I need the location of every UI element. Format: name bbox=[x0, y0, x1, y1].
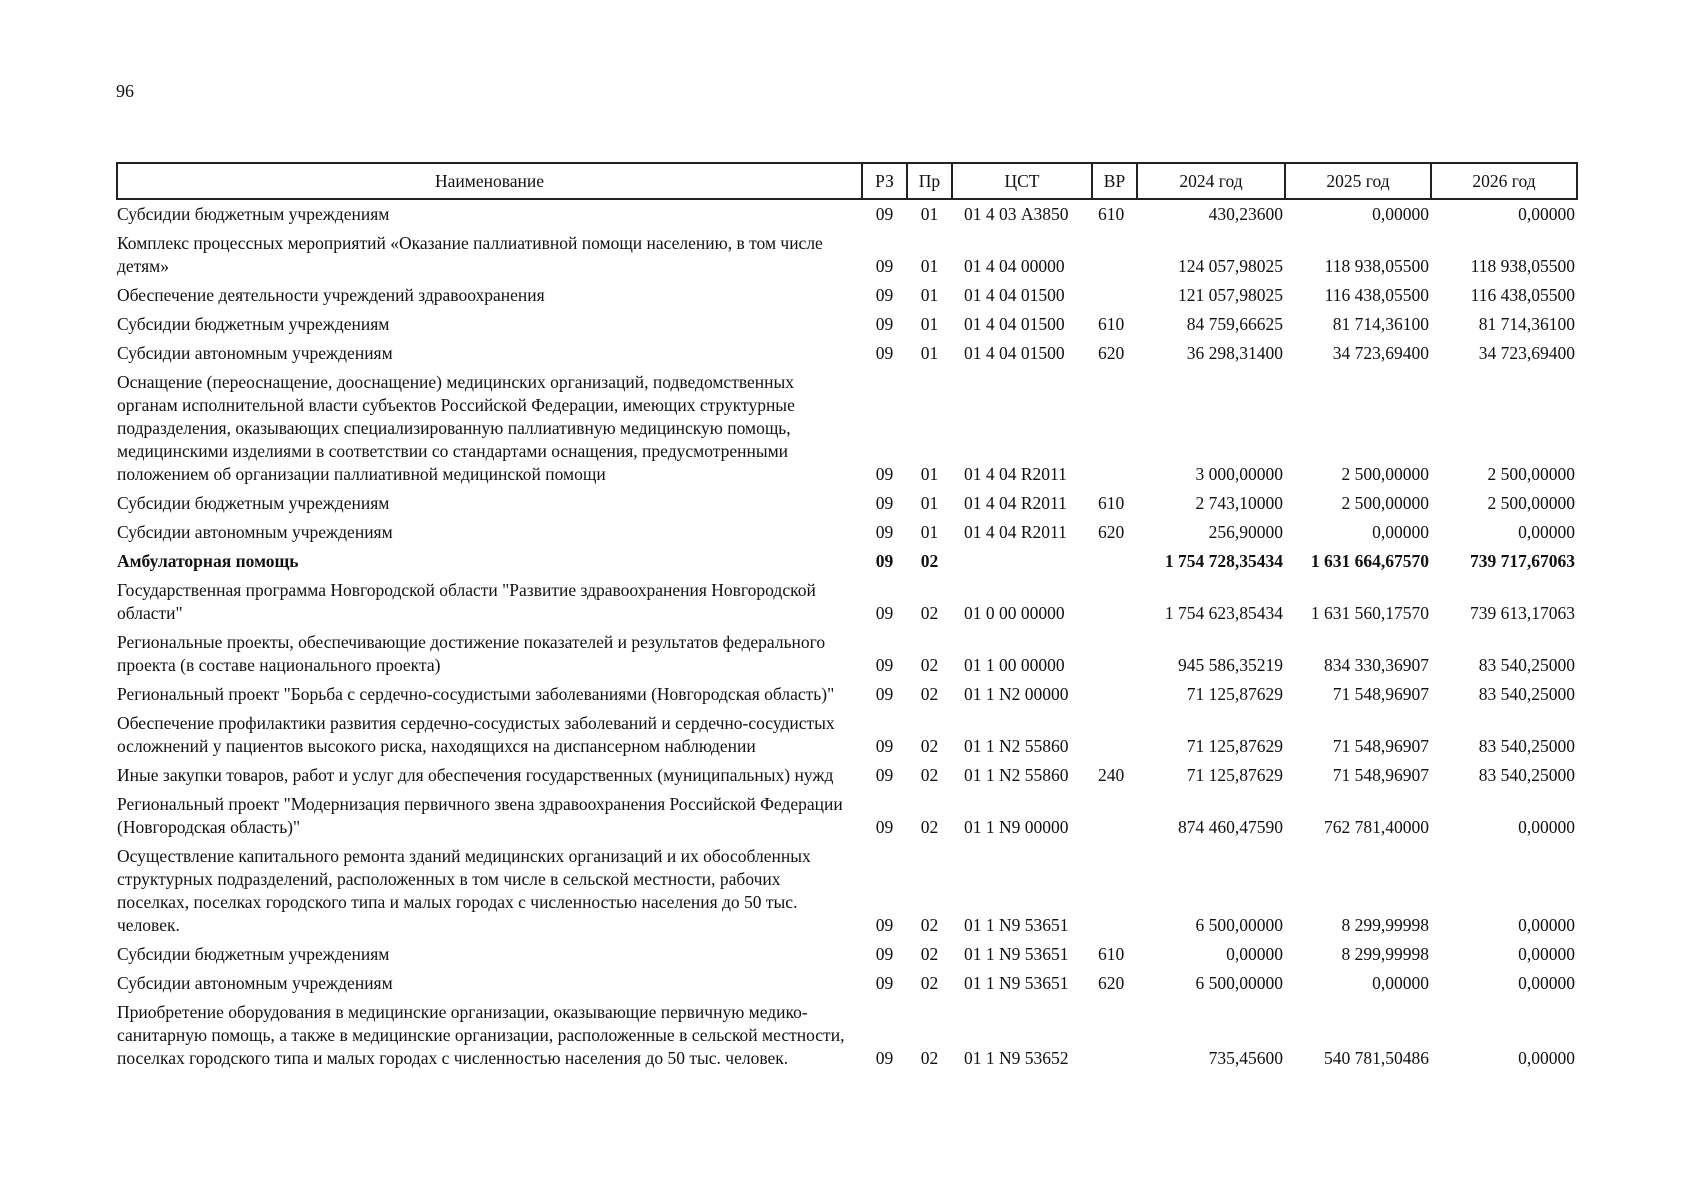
cell-2024: 36 298,31400 bbox=[1186, 343, 1283, 363]
cell-rz: 09 bbox=[875, 944, 894, 964]
cell-rz: 09 bbox=[875, 464, 894, 484]
cell-2026: 0,00000 bbox=[1518, 944, 1575, 964]
cell-cst: 01 1 N2 55860 bbox=[964, 736, 1069, 756]
cell-pr: 01 bbox=[920, 464, 939, 484]
cell-rz: 09 bbox=[875, 603, 894, 623]
cell-2024: 84 759,66625 bbox=[1186, 314, 1283, 334]
cell-name: Субсидии бюджетным учреждениям bbox=[117, 493, 390, 513]
cell-2026: 2 500,00000 bbox=[1487, 493, 1575, 513]
cell-cst: 01 0 00 00000 bbox=[964, 603, 1065, 623]
cell-cst: 01 1 N9 53651 bbox=[964, 944, 1069, 964]
cell-pr: 01 bbox=[920, 314, 939, 334]
cell-2026: 83 540,25000 bbox=[1478, 736, 1575, 756]
table-header bbox=[117, 163, 1577, 199]
cell-rz: 09 bbox=[875, 1048, 894, 1068]
cell-name: Региональный проект "Борьба с сердечно-сосудистыми заболеваниями (Новгородская область)" bbox=[117, 684, 835, 704]
cell-cst: 01 4 04 R2011 bbox=[964, 522, 1067, 542]
cell-2025: 0,00000 bbox=[1372, 973, 1429, 993]
cell-2024: 121 057,98025 bbox=[1178, 285, 1283, 305]
cell-2024: 1 754 728,35434 bbox=[1164, 551, 1283, 571]
cell-cst: 01 4 03 А3850 bbox=[964, 204, 1069, 224]
cell-2025: 8 299,99998 bbox=[1341, 944, 1429, 964]
cell-2026: 81 714,36100 bbox=[1478, 314, 1575, 334]
cell-pr: 01 bbox=[920, 493, 939, 513]
cell-cst: 01 4 04 01500 bbox=[964, 285, 1065, 305]
cell-cst bbox=[952, 547, 1092, 576]
cell-rz: 09 bbox=[875, 204, 894, 224]
cell-2026: 83 540,25000 bbox=[1478, 655, 1575, 675]
cell-2024: 3 000,00000 bbox=[1195, 464, 1283, 484]
table-row bbox=[117, 680, 1577, 709]
cell-rz: 09 bbox=[875, 522, 894, 542]
cell-pr: 02 bbox=[920, 603, 939, 623]
cell-vr: 610 bbox=[1098, 314, 1125, 334]
cell-name: Региональный проект "Модернизация первичного звена здравоохранения Российской Федерации (Новгородская область)" bbox=[117, 794, 843, 837]
cell-vr bbox=[1092, 680, 1137, 709]
table-row bbox=[117, 998, 1577, 1073]
cell-name: Обеспечение профилактики развития сердечно-сосудистых заболеваний и сердечно-сосудистых осложнений у пациентов высокого риска, находящихся на диспансерном наблюдении bbox=[117, 713, 835, 756]
cell-2025: 1 631 560,17570 bbox=[1310, 603, 1429, 623]
table-body bbox=[117, 199, 1577, 1073]
cell-cst: 01 4 04 R2011 bbox=[964, 493, 1067, 513]
cell-rz: 09 bbox=[875, 285, 894, 305]
cell-2024: 6 500,00000 bbox=[1195, 973, 1283, 993]
cell-2026: 83 540,25000 bbox=[1478, 765, 1575, 785]
cell-rz: 09 bbox=[875, 655, 894, 675]
cell-vr bbox=[1092, 229, 1137, 281]
cell-pr: 01 bbox=[920, 285, 939, 305]
cell-vr: 620 bbox=[1098, 343, 1125, 363]
cell-2024: 430,23600 bbox=[1208, 204, 1283, 224]
cell-2025: 540 781,50486 bbox=[1324, 1048, 1429, 1068]
cell-2026: 0,00000 bbox=[1518, 204, 1575, 224]
cell-vr: 610 bbox=[1098, 944, 1125, 964]
cell-name: Иные закупки товаров, работ и услуг для обеспечения государственных (муниципальных) нужд bbox=[117, 765, 834, 785]
cell-rz: 09 bbox=[875, 343, 894, 363]
cell-vr bbox=[1092, 709, 1137, 761]
cell-pr: 02 bbox=[920, 551, 939, 571]
table-row bbox=[117, 489, 1577, 518]
cell-vr bbox=[1092, 368, 1137, 489]
cell-cst: 01 1 N9 00000 bbox=[964, 817, 1069, 837]
cell-cst: 01 4 04 00000 bbox=[964, 256, 1065, 276]
cell-2025: 116 438,05500 bbox=[1324, 285, 1429, 305]
cell-vr bbox=[1092, 281, 1137, 310]
cell-2024: 735,45600 bbox=[1208, 1048, 1283, 1068]
header-2025: 2025 год bbox=[1285, 163, 1431, 199]
cell-rz: 09 bbox=[875, 765, 894, 785]
table-row bbox=[117, 518, 1577, 547]
cell-cst: 01 1 N2 55860 bbox=[964, 765, 1069, 785]
budget-table bbox=[116, 162, 1578, 1073]
cell-vr bbox=[1092, 790, 1137, 842]
cell-2024: 71 125,87629 bbox=[1186, 684, 1283, 704]
cell-2026: 0,00000 bbox=[1518, 1048, 1575, 1068]
cell-name: Субсидии автономным учреждениям bbox=[117, 973, 393, 993]
cell-2024: 874 460,47590 bbox=[1178, 817, 1283, 837]
table-row bbox=[117, 281, 1577, 310]
header-2026: 2026 год bbox=[1431, 163, 1577, 199]
table-row bbox=[117, 709, 1577, 761]
cell-vr bbox=[1092, 842, 1137, 940]
cell-2025: 81 714,36100 bbox=[1332, 314, 1429, 334]
cell-vr: 610 bbox=[1098, 204, 1125, 224]
cell-2026: 83 540,25000 bbox=[1478, 684, 1575, 704]
cell-name: Субсидии автономным учреждениям bbox=[117, 343, 393, 363]
table-row bbox=[117, 842, 1577, 940]
cell-name: Региональные проекты, обеспечивающие достижение показателей и результатов федерального проекта (в составе национального проекта) bbox=[117, 632, 826, 675]
table-row bbox=[117, 940, 1577, 969]
cell-2026: 116 438,05500 bbox=[1470, 285, 1575, 305]
cell-name: Обеспечение деятельности учреждений здравоохранения bbox=[117, 285, 545, 305]
page-number: 96 bbox=[116, 81, 134, 101]
table-row bbox=[117, 547, 1577, 576]
cell-pr: 02 bbox=[920, 1048, 939, 1068]
cell-pr: 02 bbox=[920, 655, 939, 675]
cell-rz: 09 bbox=[875, 551, 894, 571]
cell-2024: 1 754 623,85434 bbox=[1164, 603, 1283, 623]
cell-pr: 02 bbox=[920, 765, 939, 785]
cell-pr: 01 bbox=[920, 522, 939, 542]
cell-rz: 09 bbox=[875, 256, 894, 276]
cell-vr bbox=[1092, 547, 1137, 576]
cell-2026: 0,00000 bbox=[1518, 522, 1575, 542]
cell-2025: 0,00000 bbox=[1372, 204, 1429, 224]
table-row bbox=[117, 199, 1577, 229]
cell-pr: 02 bbox=[920, 973, 939, 993]
cell-vr bbox=[1092, 576, 1137, 628]
cell-name: Государственная программа Новгородской области "Развитие здравоохранения Новгородской области" bbox=[117, 580, 816, 623]
cell-2026: 0,00000 bbox=[1518, 915, 1575, 935]
cell-2024: 71 125,87629 bbox=[1186, 765, 1283, 785]
table-row bbox=[117, 969, 1577, 998]
table-row bbox=[117, 628, 1577, 680]
table-row bbox=[117, 761, 1577, 790]
cell-pr: 01 bbox=[920, 343, 939, 363]
cell-2026: 0,00000 bbox=[1518, 817, 1575, 837]
cell-pr: 02 bbox=[920, 817, 939, 837]
cell-cst: 01 4 04 01500 bbox=[964, 314, 1065, 334]
cell-vr bbox=[1092, 628, 1137, 680]
cell-cst: 01 1 N9 53652 bbox=[964, 1048, 1069, 1068]
cell-vr bbox=[1092, 998, 1137, 1073]
cell-name: Комплекс процессных мероприятий «Оказание паллиативной помощи населению, в том числе детям» bbox=[117, 233, 823, 276]
cell-2025: 71 548,96907 bbox=[1332, 736, 1429, 756]
cell-name: Осуществление капитального ремонта зданий медицинских организаций и их обособленных структурных подразделений, расположенных в том числе в сельской местности, рабочих поселках, поселках городского типа и малых городах с численностью населения до 50 тыс. человек. bbox=[117, 846, 811, 935]
cell-pr: 02 bbox=[920, 915, 939, 935]
cell-cst: 01 1 00 00000 bbox=[964, 655, 1065, 675]
cell-2025: 71 548,96907 bbox=[1332, 684, 1429, 704]
table-row bbox=[117, 368, 1577, 489]
header-vr: ВР bbox=[1092, 163, 1137, 199]
cell-2024: 945 586,35219 bbox=[1178, 655, 1283, 675]
header-row bbox=[117, 163, 1577, 199]
header-2024: 2024 год bbox=[1137, 163, 1285, 199]
table-row bbox=[117, 576, 1577, 628]
header-cst: ЦСТ bbox=[952, 163, 1092, 199]
cell-rz: 09 bbox=[875, 973, 894, 993]
cell-2025: 0,00000 bbox=[1372, 522, 1429, 542]
cell-2025: 118 938,05500 bbox=[1324, 256, 1429, 276]
cell-2025: 34 723,69400 bbox=[1332, 343, 1429, 363]
cell-pr: 01 bbox=[920, 256, 939, 276]
cell-2024: 71 125,87629 bbox=[1186, 736, 1283, 756]
cell-2025: 2 500,00000 bbox=[1341, 493, 1429, 513]
cell-2025: 834 330,36907 bbox=[1324, 655, 1429, 675]
cell-name: Субсидии бюджетным учреждениям bbox=[117, 944, 390, 964]
cell-name: Субсидии автономным учреждениям bbox=[117, 522, 393, 542]
cell-rz: 09 bbox=[875, 736, 894, 756]
cell-2025: 1 631 664,67570 bbox=[1310, 551, 1429, 571]
cell-2026: 118 938,05500 bbox=[1470, 256, 1575, 276]
cell-name: Приобретение оборудования в медицинские организации, оказывающие первичную медико-санитарную помощь, а также в медицинские организации, расположенные в сельской местности, поселках городского типа и малых городах с численностью населения до 50 тыс. человек. bbox=[117, 1002, 845, 1068]
cell-2024: 256,90000 bbox=[1208, 522, 1283, 542]
cell-cst: 01 1 N2 00000 bbox=[964, 684, 1069, 704]
cell-pr: 02 bbox=[920, 944, 939, 964]
cell-2024: 124 057,98025 bbox=[1178, 256, 1283, 276]
cell-vr: 620 bbox=[1098, 973, 1125, 993]
table-row bbox=[117, 339, 1577, 368]
cell-cst: 01 4 04 01500 bbox=[964, 343, 1065, 363]
table-row bbox=[117, 790, 1577, 842]
cell-vr: 610 bbox=[1098, 493, 1125, 513]
cell-2025: 8 299,99998 bbox=[1341, 915, 1429, 935]
cell-rz: 09 bbox=[875, 314, 894, 334]
cell-cst: 01 1 N9 53651 bbox=[964, 973, 1069, 993]
cell-cst: 01 4 04 R2011 bbox=[964, 464, 1067, 484]
cell-2024: 0,00000 bbox=[1226, 944, 1283, 964]
cell-pr: 02 bbox=[920, 736, 939, 756]
cell-rz: 09 bbox=[875, 915, 894, 935]
cell-pr: 01 bbox=[920, 204, 939, 224]
cell-2025: 762 781,40000 bbox=[1324, 817, 1429, 837]
cell-name: Амбулаторная помощь bbox=[117, 551, 299, 571]
header-pr: Пр bbox=[907, 163, 952, 199]
cell-vr: 620 bbox=[1098, 522, 1125, 542]
cell-name: Оснащение (переоснащение, дооснащение) медицинских организаций, подведомственных органам исполнительной власти субъектов Российской Федерации, имеющих структурные подразделения, оказывающих специализированную паллиативную медицинскую помощь, медицинскими изделиями в соответствии со стандартами оснащения, предусмотренными положением об организации паллиативной медицинской помощи bbox=[117, 372, 795, 484]
cell-2024: 6 500,00000 bbox=[1195, 915, 1283, 935]
cell-rz: 09 bbox=[875, 684, 894, 704]
cell-2026: 34 723,69400 bbox=[1478, 343, 1575, 363]
cell-2026: 739 717,67063 bbox=[1470, 551, 1575, 571]
cell-2026: 2 500,00000 bbox=[1487, 464, 1575, 484]
cell-2025: 71 548,96907 bbox=[1332, 765, 1429, 785]
cell-rz: 09 bbox=[875, 817, 894, 837]
cell-name: Субсидии бюджетным учреждениям bbox=[117, 314, 390, 334]
cell-2026: 739 613,17063 bbox=[1470, 603, 1575, 623]
header-name: Наименование bbox=[117, 163, 862, 199]
cell-cst: 01 1 N9 53651 bbox=[964, 915, 1069, 935]
cell-vr: 240 bbox=[1098, 765, 1125, 785]
header-rz: РЗ bbox=[862, 163, 907, 199]
cell-2024: 2 743,10000 bbox=[1195, 493, 1283, 513]
cell-rz: 09 bbox=[875, 493, 894, 513]
table-row bbox=[117, 310, 1577, 339]
table-row bbox=[117, 229, 1577, 281]
cell-2026: 0,00000 bbox=[1518, 973, 1575, 993]
cell-name: Субсидии бюджетным учреждениям bbox=[117, 204, 390, 224]
cell-pr: 02 bbox=[920, 684, 939, 704]
cell-2025: 2 500,00000 bbox=[1341, 464, 1429, 484]
